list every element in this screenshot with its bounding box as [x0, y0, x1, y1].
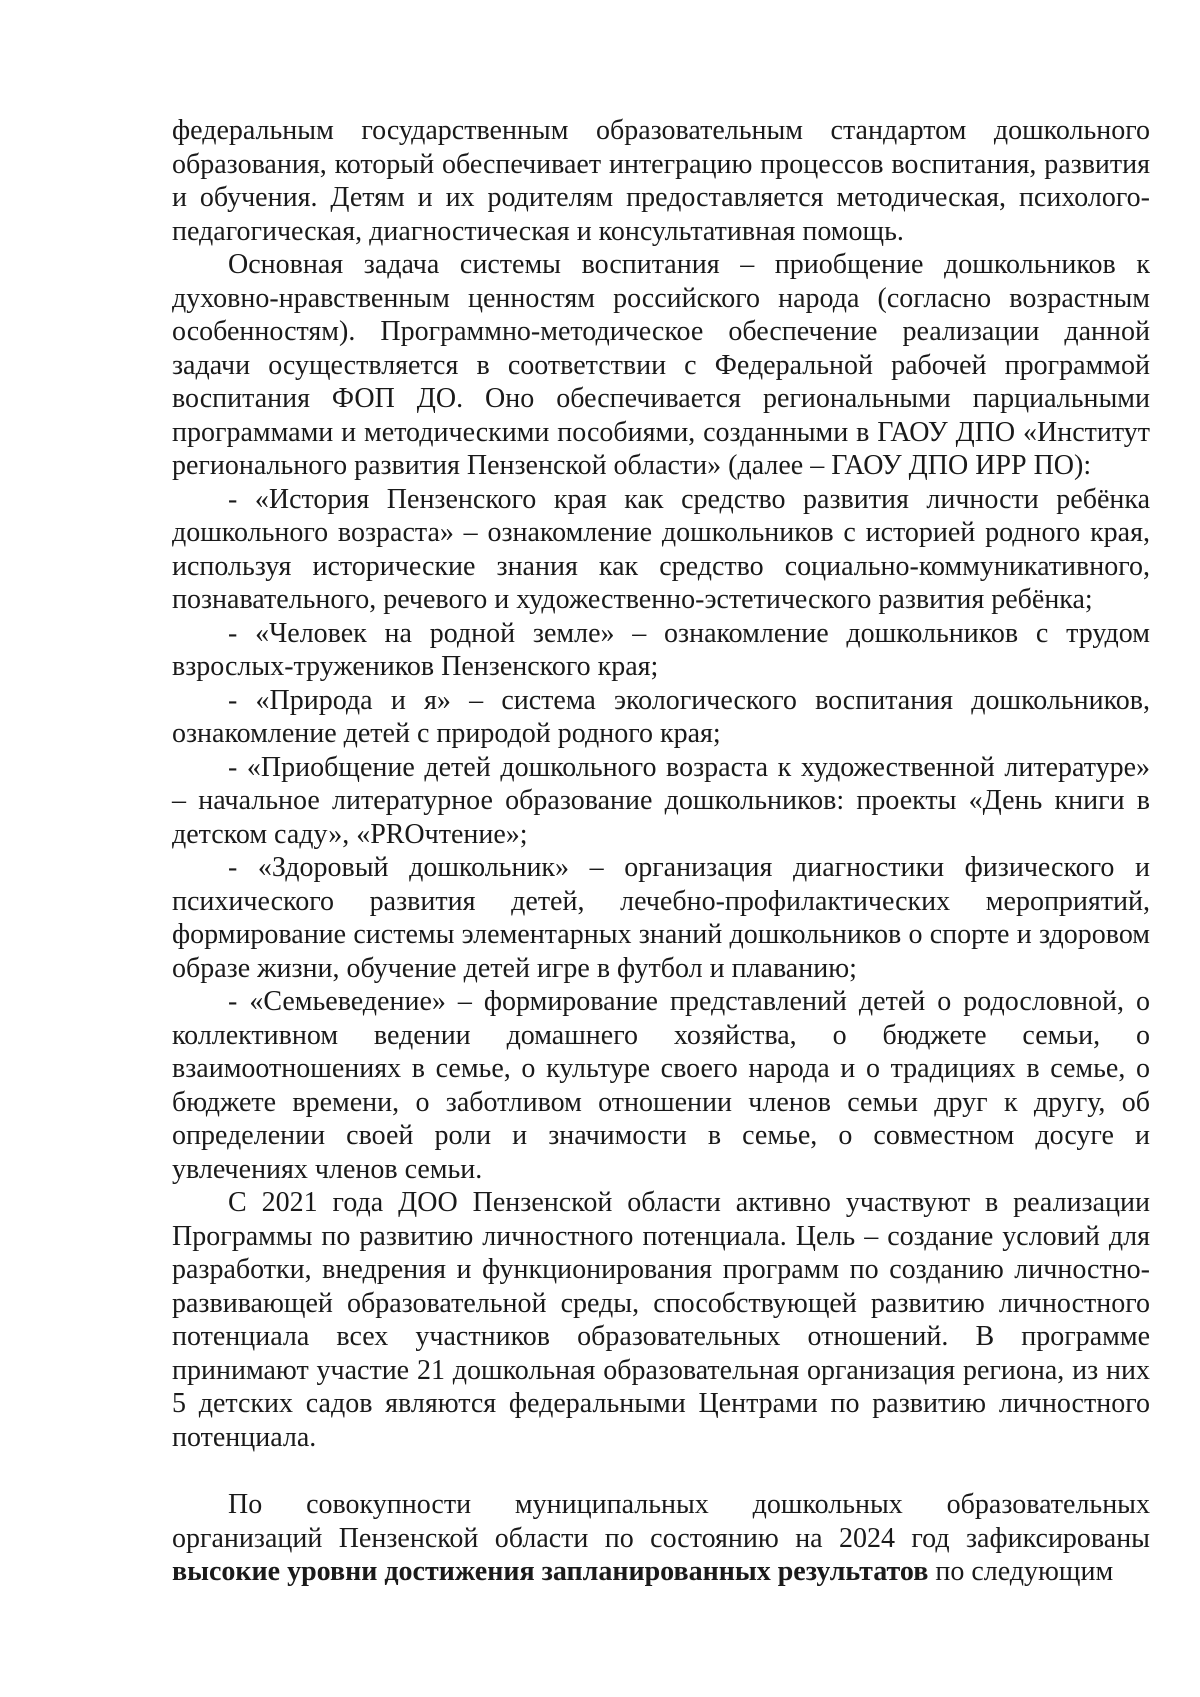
results-bold-text: высокие уровни достижения запланированных результатов: [172, 1556, 929, 1587]
paragraph-intro: федеральным государственным образовательным стандартом дошкольного образования, который обеспечивает интеграцию процессов воспитания, развития и обучения. Детям и их родителям предоставляется методическая, психолого-педагогическая, диагностическая и консультативная помощь.: [172, 115, 1150, 247]
list-item-nature-and-me: - «Природа и я» – система экологического воспитания дошкольников, ознакомление детей с природой родного края;: [172, 684, 1150, 749]
list-item-history-program: - «История Пензенского края как средство развития личности ребёнка дошкольного возраста» – ознакомление дошкольников с историей родного края, используя исторические знания как средство социально-коммуникативного, познавательного, речевого и художественно-эстетического развития ребёнка;: [172, 483, 1150, 615]
list-item-literature: - «Приобщение детей дошкольного возраста к художественной литературе» – начальное литературное образование дошкольников: проекты «День книги в детском саду», «PROчтение»;: [172, 751, 1150, 850]
list-item-man-on-native-land: - «Человек на родной земле» – ознакомление дошкольников с трудом взрослых-тружеников Пензенского края;: [172, 617, 1150, 682]
paragraph-personal-potential: С 2021 года ДОО Пензенской области активно участвуют в реализации Программы по развитию личностного потенциала. Цель – создание условий для разработки, внедрения и функционирования программ по созданию личностно-развивающей образовательной среды, способствующей развитию личностного потенциала всех участников образовательных отношений. В программе принимают участие 21 дошкольная образовательная организация региона, из них 5 детских садов являются федеральными Центрами по развитию личностного потенциала.: [172, 1187, 1150, 1453]
results-text-before: По совокупности муниципальных дошкольных образовательных организаций Пензенской области по состоянию на 2024 год зафиксированы: [172, 1489, 1150, 1554]
list-item-family-studies: - «Семьеведение» – формирование представлений детей о родословной, о коллективном ведении домашнего хозяйства, о бюджете семьи, о взаимоотношениях в семье, о культуре своего народа и о традициях в семье, о бюджете времени, о заботливом отношении членов семьи друг к другу, об определении своей роли и значимости в семье, о совместном досуге и увлечениях членов семьи.: [172, 986, 1150, 1185]
list-item-healthy-preschooler: - «Здоровый дошкольник» – организация диагностики физического и психического развития детей, лечебно-профилактических мероприятий, формирование системы элементарных знаний дошкольников о спорте и здоровом образе жизни, обучение детей игре в футбол и плаванию;: [172, 852, 1150, 984]
paragraph-results: [172, 1488, 1150, 1589]
results-text-after: по следующим: [928, 1556, 1114, 1587]
paragraph-main-task: Основная задача системы воспитания – приобщение дошкольников к духовно-нравственным ценностям российского народа (согласно возрастным особенностям). Программно-методическое обеспечение реализации данной задачи осуществляется в соответствии с Федеральной рабочей программой воспитания ФОП ДО. Оно обеспечивается региональными парциальными программами и методическими пособиями, созданными в ГАОУ ДПО «Институт регионального развития Пензенской области» (далее – ГАОУ ДПО ИРР ПО):: [172, 249, 1150, 481]
document-page: [172, 114, 1150, 1589]
